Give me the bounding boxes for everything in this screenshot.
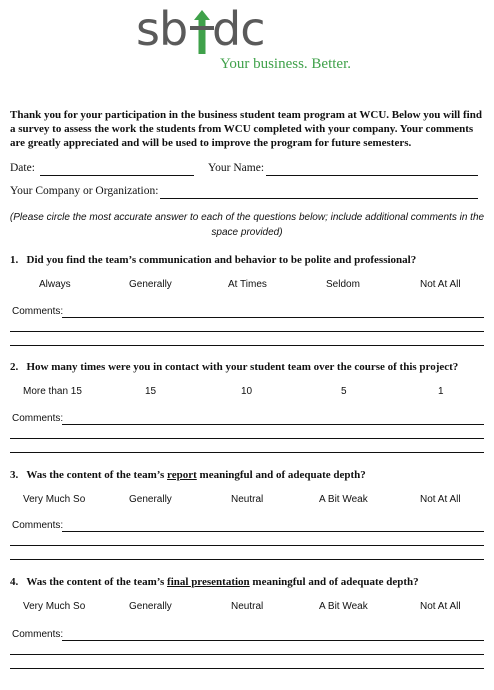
- question-text-end: meaningful and of adequate depth?: [196, 469, 366, 481]
- q4-option-4[interactable]: A Bit Weak: [319, 601, 368, 612]
- q4-comment-line[interactable]: [10, 668, 484, 669]
- q4-option-5[interactable]: Not At All: [420, 601, 461, 612]
- instructions-note: (Please circle the most accurate answer to each of the questions below; include additional comments in the space provided): [9, 212, 485, 238]
- q2-option-1[interactable]: More than 15: [23, 386, 82, 397]
- question-number: 4.: [10, 576, 19, 588]
- date-label: Date:: [10, 162, 35, 174]
- question-3: [10, 469, 366, 481]
- question-number: 3.: [10, 469, 19, 481]
- q2-comment-line[interactable]: [62, 424, 484, 425]
- q3-option-3[interactable]: Neutral: [231, 494, 264, 505]
- question-text-end: meaningful and of adequate depth?: [249, 576, 419, 588]
- q2-option-4[interactable]: 5: [341, 386, 347, 397]
- q4-comment-line[interactable]: [62, 640, 484, 641]
- q1-comments-label: Comments:: [12, 306, 64, 317]
- q3-comment-line[interactable]: [10, 545, 484, 546]
- question-text: Did you find the team’s communication and behavior to be polite and professional?: [26, 254, 417, 266]
- q2-comment-line[interactable]: [10, 438, 484, 439]
- q1-option-5[interactable]: Not At All: [420, 279, 461, 290]
- company-field[interactable]: [160, 198, 478, 199]
- q1-option-4[interactable]: Seldom: [326, 279, 360, 290]
- q3-option-5[interactable]: Not At All: [420, 494, 461, 505]
- q2-comment-line[interactable]: [10, 452, 484, 453]
- question-text: How many times were you in contact with your student team over the course of this project?: [26, 361, 459, 373]
- question-text-underlined: report: [167, 469, 197, 481]
- q3-option-4[interactable]: A Bit Weak: [319, 494, 368, 505]
- question-1: [10, 254, 416, 266]
- question-text-underlined: final presentation: [167, 576, 250, 588]
- q3-comments-label: Comments:: [12, 520, 64, 531]
- q4-option-2[interactable]: Generally: [129, 601, 172, 612]
- q3-option-2[interactable]: Generally: [129, 494, 172, 505]
- q1-option-1[interactable]: Always: [39, 279, 71, 290]
- logo-text-left: sb: [136, 2, 188, 56]
- q1-comment-line[interactable]: [10, 331, 484, 332]
- q1-comment-line[interactable]: [10, 345, 484, 346]
- q4-comments-label: Comments:: [12, 629, 64, 640]
- logo-tagline: Your business. Better.: [220, 56, 351, 72]
- q4-option-3[interactable]: Neutral: [231, 601, 264, 612]
- intro-paragraph: Thank you for your participation in the business student team program at WCU. Below you will find a survey to assess the work the students from WCU completed with your company. Your comments are greatly appreciated and will be used to improve the program for future semesters.: [10, 109, 482, 149]
- q1-option-3[interactable]: At Times: [228, 279, 267, 290]
- question-text-start: Was the content of the team’s: [26, 576, 168, 588]
- logo-text-right: dc: [212, 2, 265, 56]
- q4-comment-line[interactable]: [10, 654, 484, 655]
- question-number: 2.: [10, 361, 19, 373]
- sbtdc-logo: [0, 0, 494, 80]
- q1-comment-line[interactable]: [62, 317, 484, 318]
- your-name-label: Your Name:: [208, 162, 265, 174]
- q2-comments-label: Comments:: [12, 413, 64, 424]
- q3-comment-line[interactable]: [10, 559, 484, 560]
- question-text-start: Was the content of the team’s: [26, 469, 168, 481]
- your-name-field[interactable]: [266, 175, 478, 176]
- q4-option-1[interactable]: Very Much So: [23, 601, 86, 612]
- date-field[interactable]: [40, 175, 194, 176]
- q2-option-2[interactable]: 15: [145, 386, 157, 397]
- q3-option-1[interactable]: Very Much So: [23, 494, 86, 505]
- question-2: [10, 361, 458, 373]
- company-label: Your Company or Organization:: [10, 185, 159, 197]
- question-number: 1.: [10, 254, 19, 266]
- q1-option-2[interactable]: Generally: [129, 279, 172, 290]
- q2-option-5[interactable]: 1: [438, 386, 444, 397]
- q3-comment-line[interactable]: [62, 531, 484, 532]
- q2-option-3[interactable]: 10: [241, 386, 253, 397]
- question-4: [10, 576, 419, 588]
